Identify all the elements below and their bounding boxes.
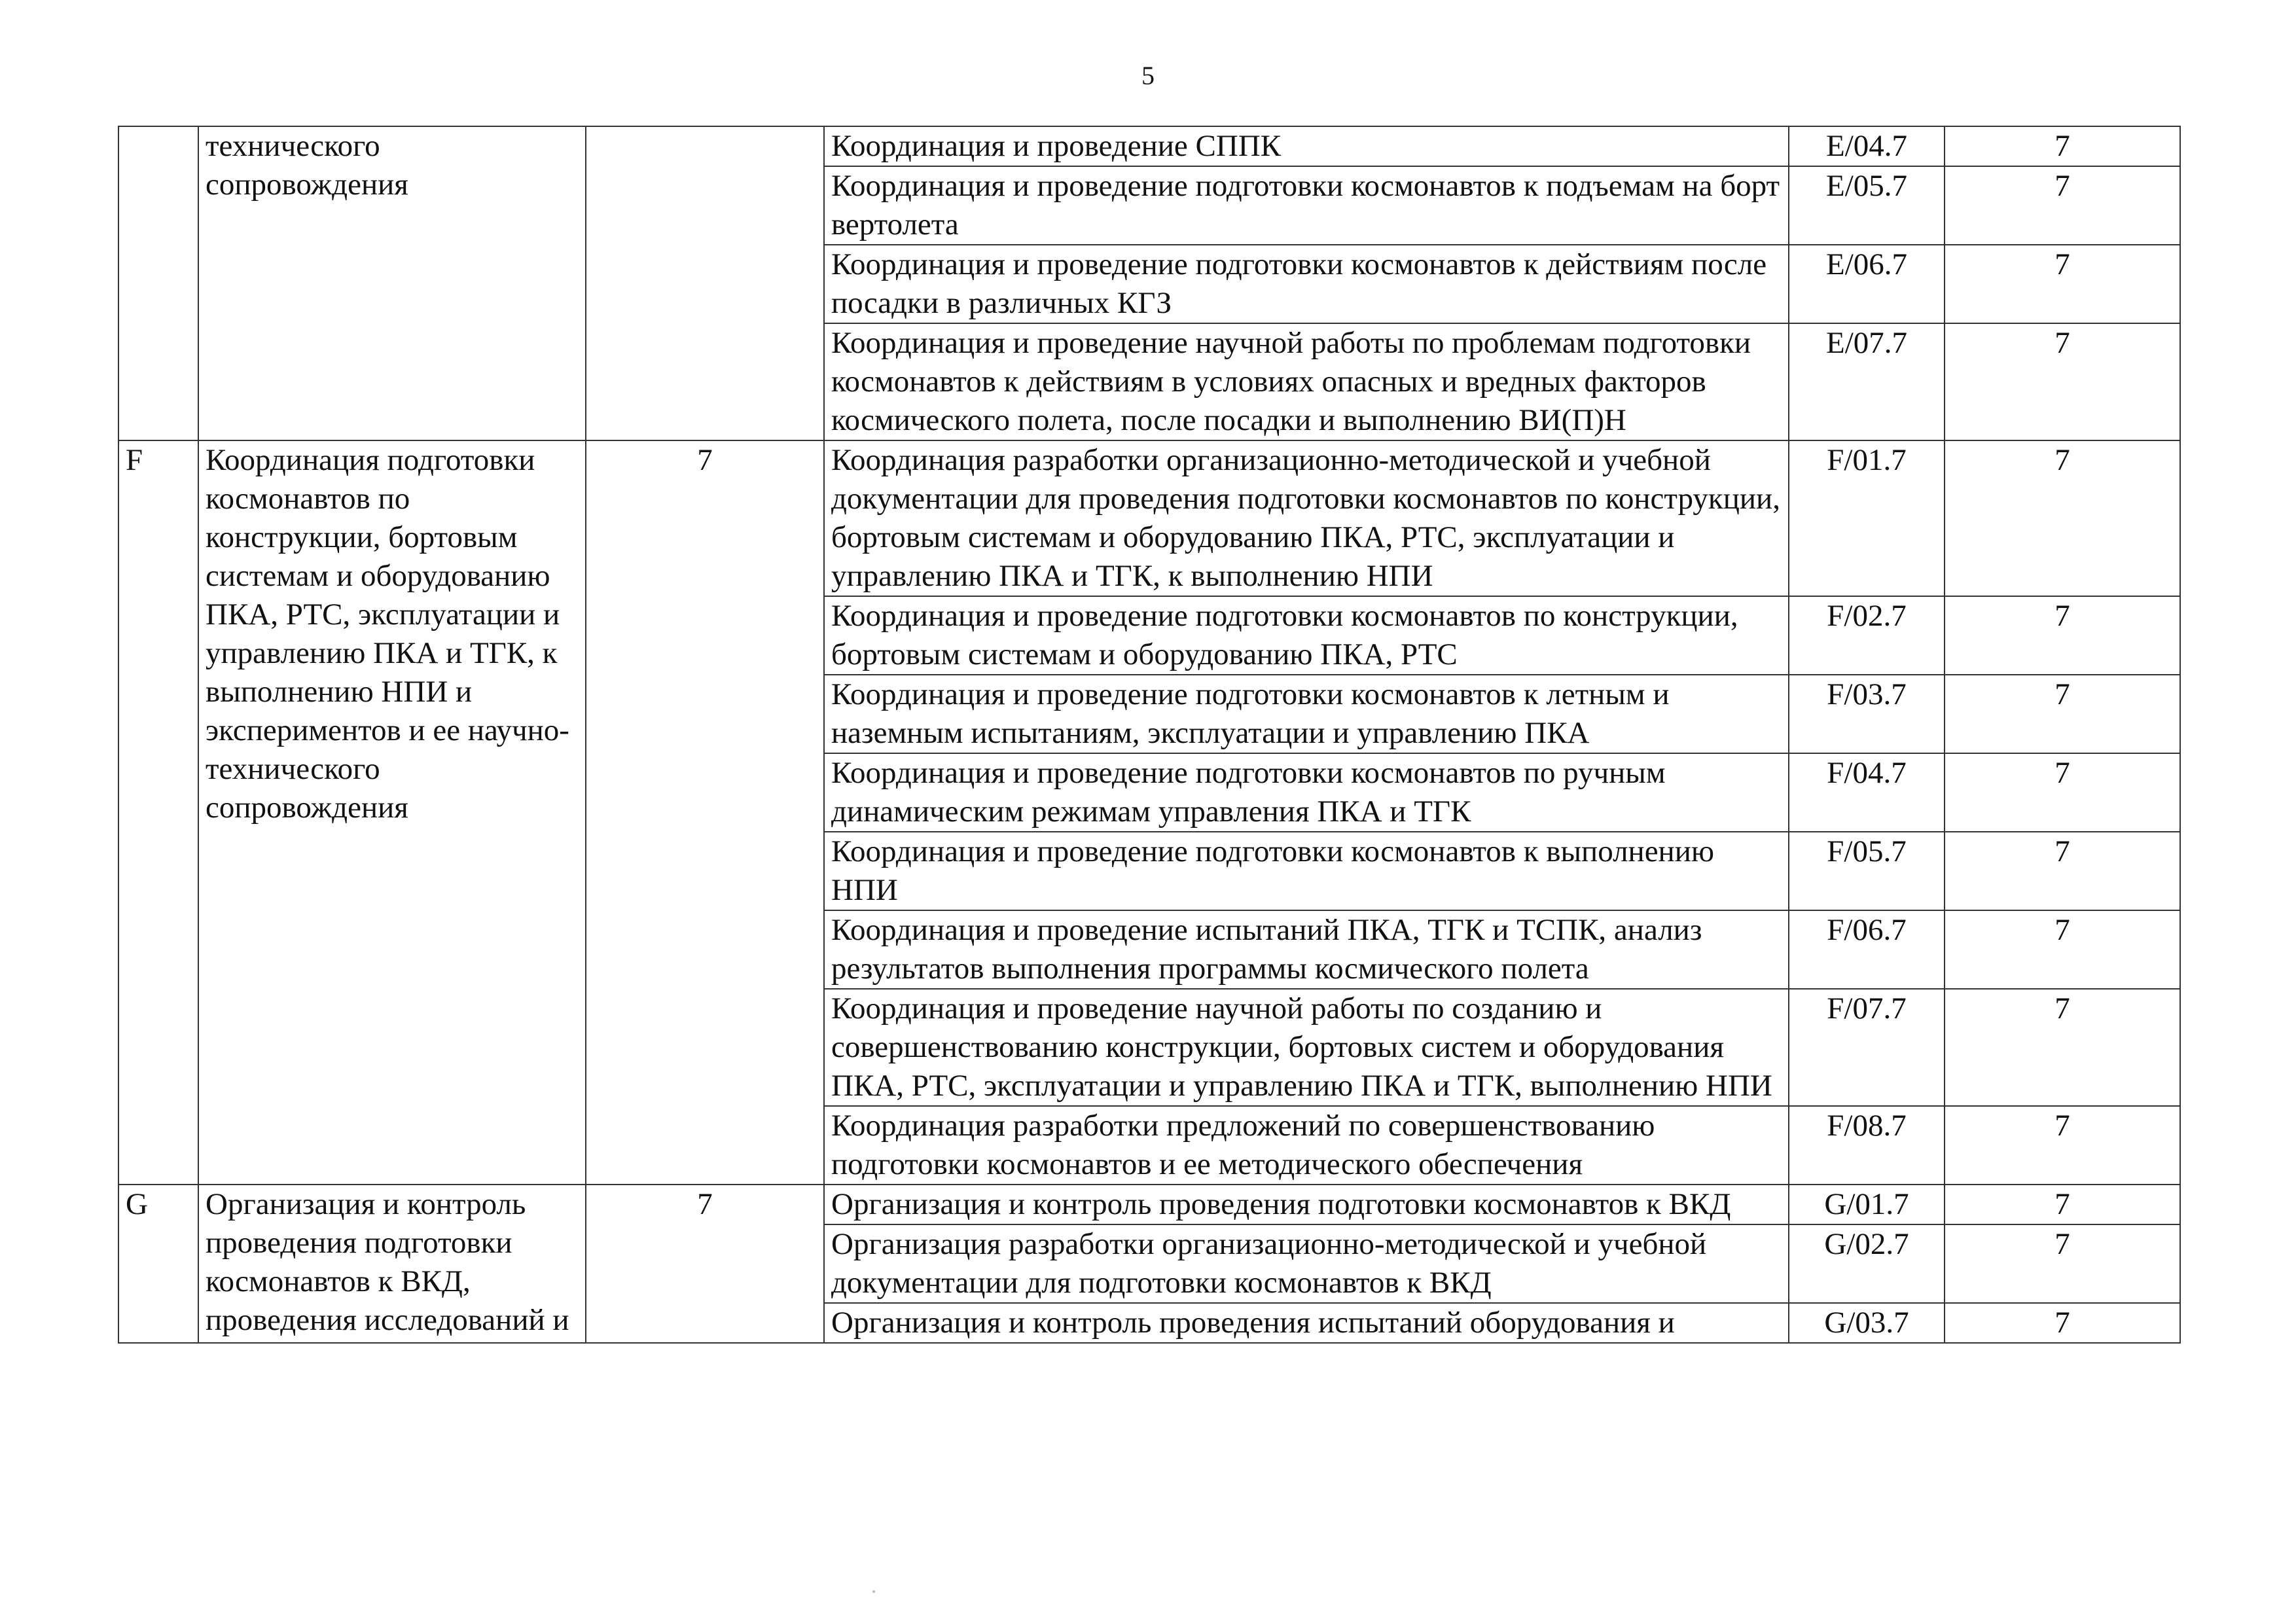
table-row [118, 126, 2180, 166]
function-level: 7 [1945, 245, 2180, 323]
function-level: 7 [1945, 126, 2180, 166]
function-name: Координация и проведение научной работы по созданию и совершенствованию конструкции, бортовых систем и оборудования ПКА, РТС, эксплуатации и управлению ПКА и ТГК, выполнению НПИ [824, 989, 1789, 1106]
group-level: 7 [586, 1185, 824, 1343]
group-name: Организация и контроль проведения подготовки космонавтов к ВКД, проведения исследований и [198, 1185, 586, 1343]
function-level: 7 [1945, 1106, 2180, 1185]
function-level: 7 [1945, 1185, 2180, 1224]
function-code: F/04.7 [1789, 753, 1945, 832]
function-level: 7 [1945, 910, 2180, 989]
function-name: Организация и контроль проведения подготовки космонавтов к ВКД [824, 1185, 1789, 1224]
function-name: Координация разработки предложений по совершенствованию подготовки космонавтов и ее методического обеспечения [824, 1106, 1789, 1185]
function-code: E/06.7 [1789, 245, 1945, 323]
scan-speck [872, 1590, 875, 1593]
function-name: Координация и проведение научной работы по проблемам подготовки космонавтов к действиям в условиях опасных и вредных факторов космического полета, после посадки и выполнению ВИ(П)Н [824, 323, 1789, 440]
group-level [586, 126, 824, 440]
function-code: F/05.7 [1789, 832, 1945, 910]
functions-table [118, 126, 2181, 1344]
function-code: F/02.7 [1789, 596, 1945, 675]
function-level: 7 [1945, 989, 2180, 1106]
function-name: Координация разработки организационно-методической и учебной документации для проведения подготовки космонавтов по конструкции, бортовым системам и оборудованию ПКА, РТС, эксплуатации и управлению ПКА и ТГК, к выполнению НПИ [824, 440, 1789, 596]
function-name: Координация и проведение подготовки космонавтов к летным и наземным испытаниям, эксплуатации и управлению ПКА [824, 675, 1789, 753]
function-level: 7 [1945, 675, 2180, 753]
function-code: F/03.7 [1789, 675, 1945, 753]
function-code: F/01.7 [1789, 440, 1945, 596]
function-name: Координация и проведение СППК [824, 126, 1789, 166]
function-name: Координация и проведение испытаний ПКА, ТГК и ТСПК, анализ результатов выполнения программы космического полета [824, 910, 1789, 989]
function-name: Координация и проведение подготовки космонавтов по ручным динамическим режимам управления ПКА и ТГК [824, 753, 1789, 832]
function-level: 7 [1945, 753, 2180, 832]
function-code: F/08.7 [1789, 1106, 1945, 1185]
page-number: 5 [1141, 61, 1155, 90]
function-level: 7 [1945, 440, 2180, 596]
function-level: 7 [1945, 1224, 2180, 1303]
function-name: Организация и контроль проведения испытаний оборудования и [824, 1303, 1789, 1343]
function-code: G/02.7 [1789, 1224, 1945, 1303]
group-code: F [118, 440, 198, 1185]
group-code: G [118, 1185, 198, 1343]
function-level: 7 [1945, 596, 2180, 675]
table-row [118, 440, 2180, 596]
function-code: E/04.7 [1789, 126, 1945, 166]
group-level: 7 [586, 440, 824, 1185]
function-code: G/01.7 [1789, 1185, 1945, 1224]
function-level: 7 [1945, 166, 2180, 245]
function-name: Координация и проведение подготовки космонавтов к выполнению НПИ [824, 832, 1789, 910]
function-code: E/07.7 [1789, 323, 1945, 440]
function-code: E/05.7 [1789, 166, 1945, 245]
group-name: Координация подготовки космонавтов по конструкции, бортовым системам и оборудованию ПКА, РТС, эксплуатации и управлению ПКА и ТГК, к выполнению НПИ и экспериментов и ее научно-технического сопровождения [198, 440, 586, 1185]
function-code: G/03.7 [1789, 1303, 1945, 1343]
function-code: F/07.7 [1789, 989, 1945, 1106]
function-code: F/06.7 [1789, 910, 1945, 989]
group-name: технического сопровождения [198, 126, 586, 440]
function-name: Координация и проведение подготовки космонавтов к действиям после посадки в различных КГЗ [824, 245, 1789, 323]
function-level: 7 [1945, 832, 2180, 910]
function-name: Организация разработки организационно-методической и учебной документации для подготовки космонавтов к ВКД [824, 1224, 1789, 1303]
function-name: Координация и проведение подготовки космонавтов по конструкции, бортовым системам и оборудованию ПКА, РТС [824, 596, 1789, 675]
table-row [118, 1185, 2180, 1224]
function-level: 7 [1945, 323, 2180, 440]
function-level: 7 [1945, 1303, 2180, 1343]
group-code [118, 126, 198, 440]
function-name: Координация и проведение подготовки космонавтов к подъемам на борт вертолета [824, 166, 1789, 245]
